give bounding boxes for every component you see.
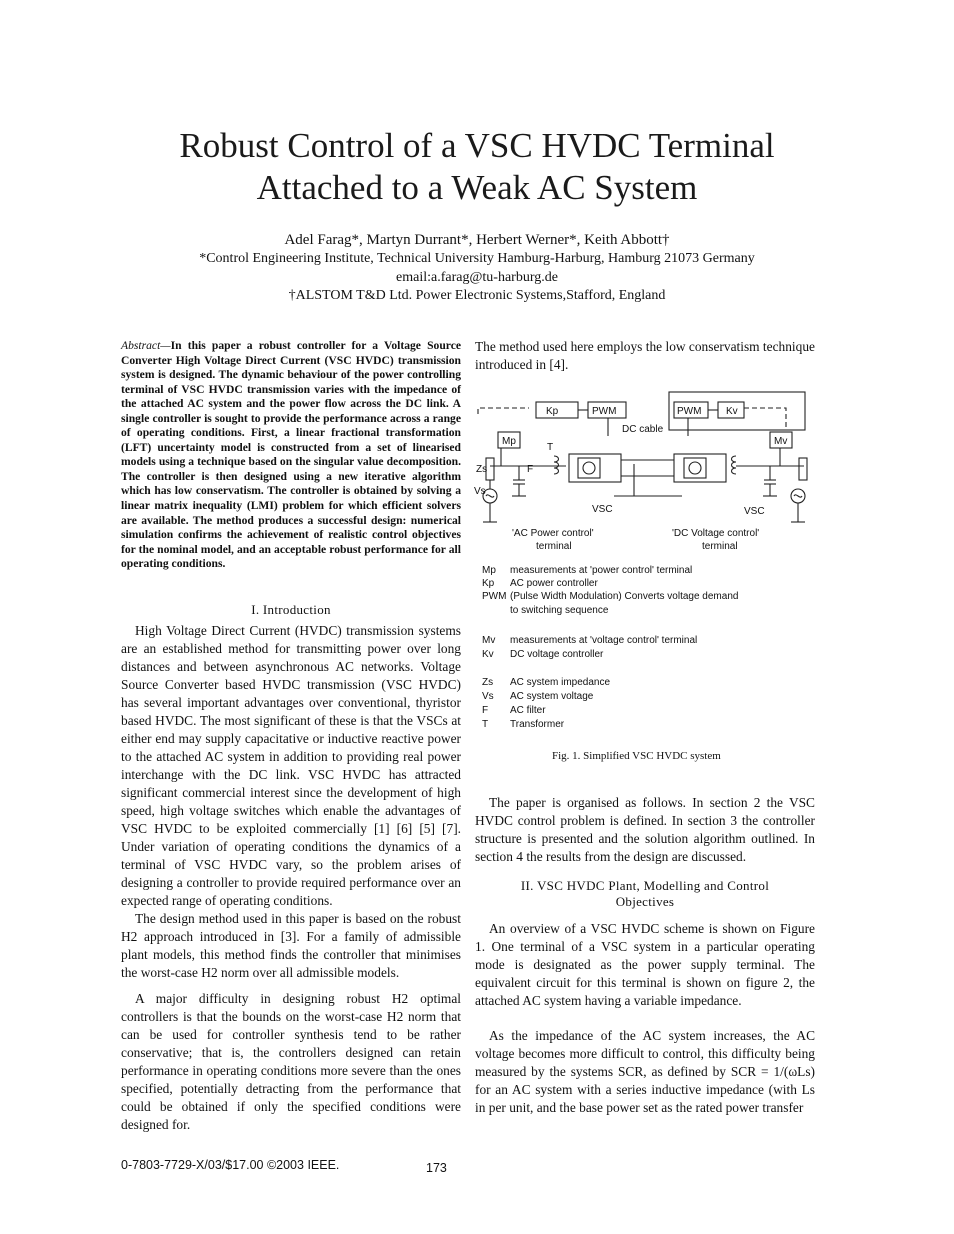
legend-sym: Kv: [482, 649, 494, 660]
fig-label-dc-cable: DC cable: [622, 424, 664, 435]
fig-label-mv: Mv: [774, 436, 788, 447]
fig-label-vs: Vs: [474, 486, 486, 497]
fig-label-t: T: [547, 442, 554, 453]
legend-text: measurements at 'power control' terminal: [510, 565, 693, 576]
affiliation-1: *Control Engineering Institute, Technical University Hamburg-Harburg, Hamburg 21073 Germany: [199, 251, 755, 266]
legend-text: AC system voltage: [510, 691, 594, 702]
legend-sym: Kp: [482, 578, 495, 589]
legend-sym: Vs: [482, 691, 494, 702]
abstract-label: Abstract—: [121, 339, 171, 352]
legend-sym: F: [482, 705, 489, 716]
fig-label-pwm-left: PWM: [592, 406, 617, 417]
intro-paragraph-1: High Voltage Direct Current (HVDC) transmission systems are an established method for transmitting power over long distances and between asynchronous AC networks. Voltage Source Converter based HVDC transmission (VSC HVDC) has several important advantages over conventional, thyristor based HVDC. The most significant of these is that the VSCs at either end may supply capacitative or inductive reactive power to the attached AC system in addition to providing real power interchange with the DC link. VSC HVDC has attracted significant commercial interest since the development of high speed, high voltage switches which enable the advantages of VSC HVDC to be exploited commercially [1] [6] [5] [7]. Under variation of operating conditions the dynamics of a terminal of VSC HVDC vary, so the problem arises of designing a controller to provide required performance over an expected range of operating conditions.: [121, 623, 461, 908]
legend-sym: T: [482, 719, 489, 730]
fig-label-dc-voltage-2: terminal: [702, 541, 738, 552]
organisation-text: The paper is organised as follows. In section 2 the VSC HVDC control problem is defined. In section 3 the controller structure is presented and the solution algorithm outlined. In section 4 the results from the design are discussed.: [475, 795, 815, 864]
transformer-left: [554, 456, 559, 474]
fig-label-vsc-left: VSC: [592, 504, 613, 515]
fig-label-kv: Kv: [726, 406, 738, 417]
fig-label-kp: Kp: [546, 406, 559, 417]
transformer-right: [732, 456, 737, 474]
fig-label-ac-power-2: terminal: [536, 541, 572, 552]
fig-label-f: F: [527, 464, 534, 475]
kv-feedback-line: [744, 408, 786, 428]
authors: Adel Farag*, Martyn Durrant*, Herbert Werner*, Keith Abbott†: [284, 232, 670, 248]
method-paragraph: The method used here employs the low conservatism technique introduced in [4].: [475, 339, 815, 372]
legend-text: DC voltage controller: [510, 649, 604, 660]
legend-text: AC filter: [510, 705, 546, 716]
zs-inductor: [486, 458, 494, 480]
legend-sym: Zs: [482, 677, 494, 688]
vsc-right-valve: [684, 458, 706, 478]
vsc-left-valve: [578, 458, 600, 478]
section-2-heading-line-2: Objectives: [615, 894, 675, 909]
fig-label-ac-power-1: 'AC Power control': [512, 528, 594, 539]
abstract: [121, 339, 461, 572]
figure-1-diagram: [474, 384, 819, 560]
section-2-heading-line-1: II. VSC HVDC Plant, Modelling and Control: [520, 878, 770, 893]
legend-text: measurements at 'voltage control' terminal: [510, 635, 698, 646]
organisation-paragraph: [475, 794, 815, 866]
fig-label-vsc-right: VSC: [744, 506, 765, 517]
overview-paragraph: [475, 920, 815, 1010]
legend-sym: Mv: [482, 635, 496, 646]
section-2-heading: [475, 878, 815, 910]
legend-text: to switching sequence: [510, 605, 609, 616]
legend-text: Transformer: [510, 719, 565, 730]
overview-text: An overview of a VSC HVDC scheme is shown on Figure 1. One terminal of a VSC system in a particular operating mode is designated as the power supply terminal. The equivalent circuit for this terminal is shown on figure 2, the attached AC system having a variable impedance.: [475, 921, 815, 1008]
section-1-body-2: [121, 990, 461, 1134]
kp-feedback-line: [478, 408, 529, 414]
figure-1-caption: Fig. 1. Simplified VSC HVDC system: [552, 750, 721, 762]
intro-paragraph-3: A major difficulty in designing robust H2 optimal controllers is that the bounds on the worst-case H2 norm that can be used for controller synthesis tend to be rather conservative; that is, the controllers designed can retain performance in operating conditions more severe than the ones specified, potentially detracting from the performance that could be obtained if only the specified conditions were designed for.: [121, 991, 461, 1132]
legend-sym: PWM: [482, 591, 507, 602]
legend-text: (Pulse Width Modulation) Converts voltage demand: [510, 591, 739, 602]
fig-label-dc-voltage-1: 'DC Voltage control': [672, 528, 760, 539]
page-number: 173: [426, 1161, 447, 1175]
legend-sym: Mp: [482, 565, 496, 576]
title-line-2: Attached to a Weak AC System: [256, 168, 698, 207]
copyright-notice: 0-7803-7729-X/03/$17.00 ©2003 IEEE.: [121, 1158, 340, 1172]
fig-label-mp: Mp: [502, 436, 516, 447]
affiliation-2: †ALSTOM T&D Ltd. Power Electronic Systems,Stafford, England: [288, 288, 666, 303]
section-1-body: [121, 622, 461, 982]
legend-text: AC system impedance: [510, 677, 611, 688]
intro-paragraph-2: The design method used in this paper is based on the robust H2 approach introduced in [3]. For a family of admissible plant models, this method finds the controller that minimises the worst-case H2 norm over all admissible models.: [121, 911, 461, 980]
fig-label-zs: Zs: [476, 464, 488, 475]
email: email:a.farag@tu-harburg.de: [396, 270, 558, 285]
impedance-paragraph: [475, 1027, 815, 1117]
title-line-1: Robust Control of a VSC HVDC Terminal: [179, 126, 775, 165]
fig-label-pwm-right: PWM: [677, 406, 702, 417]
section-1-heading: I. Introduction: [251, 602, 331, 617]
legend-text: AC power controller: [510, 578, 598, 589]
paper-title: [0, 125, 954, 209]
abstract-text: In this paper a robust controller for a Voltage Source Converter High Voltage Direct Current (VSC HVDC) transmission system is designed. The dynamic behaviour of the power controlling terminal of VSC HVDC transmission varies with the impedance of the attached AC system and the power flow across the DC link. A single controller is sought to provide the performance across a range of operating conditions. First, a linear fractional transformation (LFT) uncertainty model is constructed from a set of linearised models using a technique based on the singular value decomposition. The controller is then designed using a new iterative algorithm which has low conservatism. The controller is obtained by solving a linear matrix inequality (LMI) problem for which efficient solvers are available. The method produces a successful design: numerical simulation confirms the achievement of realistic control objectives for the nominal model, and an acceptable robust performance for all operating conditions.: [121, 339, 461, 571]
impedance-text: As the impedance of the AC system increases, the AC voltage becomes more difficult to control, this difficulty being measured by the systems SCR, as defined by SCR = 1/(ωLs) for an AC system with a series inductive impedance (with Ls in per unit, and the base power set as the rated power transfer: [475, 1028, 815, 1115]
zs-right-inductor: [799, 458, 807, 480]
figure-1-legend: [482, 564, 812, 734]
